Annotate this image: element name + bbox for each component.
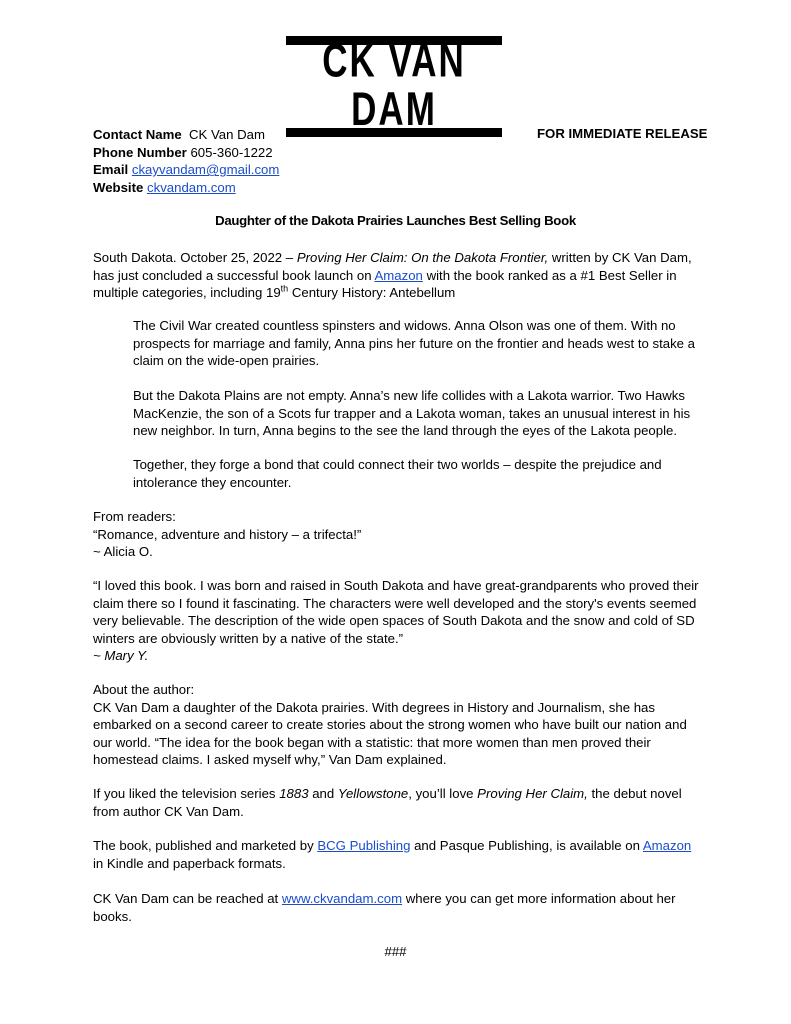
- reach-text-1: CK Van Dam can be reached at: [93, 891, 282, 906]
- headline: Daughter of the Dakota Prairies Launches Best Selling Book: [215, 213, 576, 228]
- website-link[interactable]: ckvandam.com: [147, 179, 236, 195]
- dateline: South Dakota. October 25, 2022 –: [93, 250, 297, 265]
- reader-quote-1: “Romance, adventure and history – a trifecta!”: [93, 526, 362, 542]
- phone-value: 605-360-1222: [190, 144, 273, 160]
- reader-attribution-1: ~ Alicia O.: [93, 544, 153, 560]
- reach-text-2: where you can get more information about her books.: [93, 891, 676, 924]
- about-text: CK Van Dam a daughter of the Dakota prairies. With degrees in History and Journalism, she has embarked on a second career to create stories about the strong women who have built our nation and our world. “The idea for the book began with a statistic: that more women than men proved their homestead claims. I asked myself why,” Van Dam explained.: [93, 699, 687, 768]
- superscript-th: th: [280, 283, 289, 294]
- synopsis-paragraph-1: The Civil War created countless spinsters and widows. Anna Olson was one of them. With no prospects for marriage and family, Anna pins her future on the frontier and heads west to stake a claim on the wide-open prairies.: [133, 318, 695, 369]
- reach-paragraph: [93, 890, 703, 925]
- readers-heading: From readers:: [93, 509, 176, 524]
- publishing-text-1: The book, published and marketed by: [93, 838, 318, 853]
- series-text-4: the debut novel from author CK Van Dam.: [93, 786, 682, 819]
- intro-text-3: Century History: Antebellum: [288, 285, 456, 301]
- amazon-link[interactable]: Amazon: [374, 267, 423, 283]
- email-label: Email: [93, 162, 129, 178]
- synopsis-paragraph-2: But the Dakota Plains are not empty. Anna’s new life collides with a Lakota warrior. Two Hawks MacKenzie, the son of a Scots fur trapper and a Lakota woman, takes an unusual interest in his new neighbor. In turn, Anna begins to the see the land through the eyes of the Lakota people.: [133, 388, 691, 439]
- contact-name-value: CK Van Dam: [189, 127, 265, 142]
- synopsis-paragraph-3: Together, they forge a bond that could connect their two worlds – despite the prejudice and intolerance they encounter.: [133, 457, 662, 490]
- series-paragraph: [93, 785, 703, 820]
- series-text-3: , you’ll love: [408, 786, 478, 801]
- end-mark: ###: [384, 944, 407, 959]
- reader-quote-1-block: [93, 508, 703, 561]
- series-yellowstone: Yellowstone: [337, 786, 409, 801]
- book-title: Proving Her Claim: On the Dakota Frontier,: [296, 250, 549, 265]
- series-book-title: Proving Her Claim,: [477, 786, 588, 801]
- about-author-block: [93, 681, 703, 769]
- publishing-paragraph: [93, 837, 703, 872]
- publishing-text-2: and Pasque Publishing, is available on: [410, 838, 643, 853]
- bcg-publishing-link[interactable]: BCG Publishing: [317, 838, 411, 853]
- series-text-2: and: [308, 786, 338, 801]
- website-link-2[interactable]: www.ckvandam.com: [281, 891, 403, 906]
- about-heading: About the author:: [93, 682, 195, 697]
- website-label: Website: [93, 179, 144, 195]
- series-1883: 1883: [279, 786, 309, 801]
- amazon-link-2[interactable]: Amazon: [642, 838, 692, 853]
- ck-van-dam-logo: [286, 36, 502, 137]
- phone-label: Phone Number: [93, 144, 187, 160]
- intro-text-2: with the book ranked as a #1 Best Seller in multiple categories, including 19: [93, 267, 677, 301]
- reader-quote-2: “I loved this book. I was born and raised in South Dakota and have great-grandparents who proved their claim there so I found it fascinating. The characters were well developed and the story's events seemed very believable. The description of the wide open spaces of South Dakota and the snow and cold of SD winters are obviously written by a native of the state.”: [93, 578, 699, 646]
- release-notice: FOR IMMEDIATE RELEASE: [537, 126, 708, 141]
- logo-text: CK VAN DAM: [322, 34, 466, 136]
- series-text-1: If you liked the television series: [93, 786, 280, 801]
- publishing-text-3: in Kindle and paperback formats.: [93, 855, 286, 871]
- contact-name-label: Contact Name: [93, 127, 182, 142]
- email-link[interactable]: ckayvandam@gmail.com: [131, 162, 280, 178]
- reader-quote-2-block: [93, 577, 703, 665]
- intro-text-1: written by CK Van Dam, has just concluded a successful book launch on: [93, 250, 692, 283]
- reader-attribution-2: ~ Mary Y.: [93, 648, 149, 664]
- intro-paragraph: [93, 249, 703, 302]
